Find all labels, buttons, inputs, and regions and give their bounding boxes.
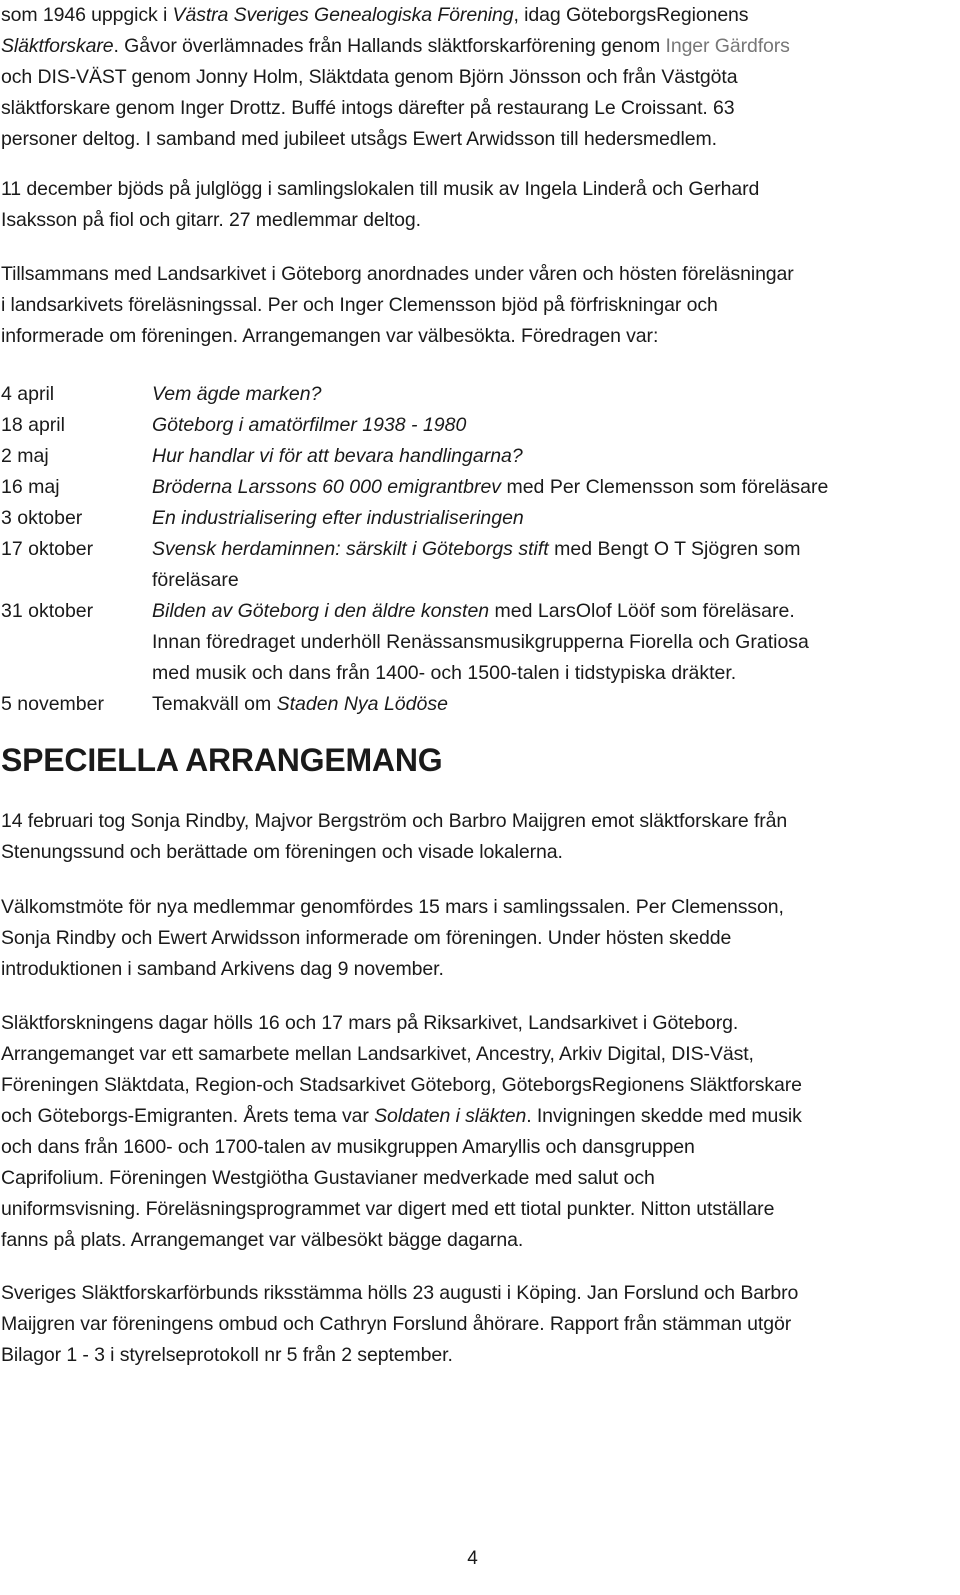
lecture-title: Bröderna Larssons 60 000 emigrantbrev med Per Clemensson som föreläsare [152, 476, 829, 498]
lecture-date: 17 oktober [1, 538, 94, 560]
lecture-title: Temakväll om Staden Nya Lödöse [152, 693, 448, 715]
list-item [1, 596, 956, 689]
intro-paragraph [1, 0, 956, 155]
intro-line-2: Släktforskare. Gåvor överlämnades från Hallands släktforskarförening genom Inger Gärdfors [1, 35, 790, 57]
welcome-paragraph: Välkomstmöte för nya medlemmar genomfördes 15 mars i samlingssalen. Per Clemensson, Sonja Rindby och Ewert Arwidsson informerade om föreningen. Under hösten skedde introduktionen i samband Arkivens dag 9 november. [1, 896, 784, 980]
lecture-title: Bilden av Göteborg i den äldre konsten med LarsOlof Lööf som föreläsare. Innan föredraget underhöll Renässansmusikgrupperna Fiorella och Gratiosa med musik och dans från 1400- och 1500-talen i tidstypiska dräkter. [152, 600, 809, 684]
lecture-list [1, 379, 956, 720]
list-item [1, 472, 956, 503]
lecture-title: Svensk herdaminnen: särskilt i Göteborgs stift med Bengt O T Sjögren som föreläsare [152, 538, 801, 591]
lecture-date: 18 april [1, 414, 65, 436]
intro-line-4: släktforskare genom Inger Drottz. Buffé intogs därefter på restaurang Le Croissant. 63 [1, 97, 735, 119]
lecture-date: 5 november [1, 693, 104, 715]
list-item [1, 379, 956, 410]
lecture-title: Vem ägde marken? [152, 383, 322, 405]
intro-line-1: som 1946 uppgick i Västra Sveriges Genealogiska Förening, idag GöteborgsRegionens [1, 4, 749, 26]
intro-line-5: personer deltog. I samband med jubileet utsågs Ewert Arwidsson till hedersmedlem. [1, 128, 717, 150]
lectures-intro-paragraph: Tillsammans med Landsarkivet i Göteborg anordnades under våren och hösten föreläsningar i landsarkivets föreläsningssal. Per och Inger Clemensson bjöd på förfriskningar och informerade om föreningen. Arrangemangen var välbesökta. Föredragen var: [1, 263, 794, 347]
lecture-title: Hur handlar vi för att bevara handlingarna? [152, 445, 523, 467]
lecture-title: En industrialisering efter industrialiseringen [152, 507, 524, 529]
riksstamma-paragraph: Sveriges Släktforskarförbunds riksstämma hölls 23 augusti i Köping. Jan Forslund och Barbro Maijgren var föreningens ombud och Cathryn Forslund åhörare. Rapport från stämman utgör Bilagor 1 - 3 i styrelseprotokoll nr 5 från 2 september. [1, 1282, 799, 1366]
intro-line-3: och DIS-VÄST genom Jonny Holm, Släktdata genom Björn Jönsson och från Västgöta [1, 66, 738, 88]
lecture-date: 4 april [1, 383, 55, 405]
list-item [1, 689, 956, 720]
lecture-date: 16 maj [1, 476, 60, 498]
list-item [1, 503, 956, 534]
list-item [1, 441, 956, 472]
genealogy-days-paragraph: Släktforskningens dagar hölls 16 och 17 mars på Riksarkivet, Landsarkivet i Göteborg. Arrangemanget var ett samarbete mellan Landsarkivet, Ancestry, Arkiv Digital, DIS-Väst, Föreningen Släktdata, Region-och Stadsarkivet Göteborg, GöteborgsRegionens Släktforskare och Göteborgs-Emigranten. Årets tema var Soldaten i släkten. Invigningen skedde med musik och dans från 1600- och 1700-talen av musikgruppen Amaryllis och dansgruppen Caprifolium. Föreningen Westgiötha Gustavianer medverkade med salut och uniformsvisning. Föreläsningsprogrammet var digert med ett tiotal punkter. Nitton utställare fanns på plats. Arrangemanget var välbesökt bägge dagarna. [1, 1012, 802, 1251]
lecture-date: 3 oktober [1, 507, 83, 529]
list-item [1, 410, 956, 441]
lecture-title: Göteborg i amatörfilmer 1938 - 1980 [152, 414, 467, 436]
visit-paragraph: 14 februari tog Sonja Rindby, Majvor Bergström och Barbro Maijgren emot släktforskare från Stenungssund och berättade om föreningen och visade lokalerna. [1, 810, 788, 863]
lecture-date: 2 maj [1, 445, 49, 467]
lecture-date: 31 oktober [1, 600, 94, 622]
list-item [1, 534, 956, 596]
julglogg-paragraph: 11 december bjöds på julglögg i samlingslokalen till musik av Ingela Linderå och Gerhard Isaksson på fiol och gitarr. 27 medlemmar deltog. [1, 178, 760, 231]
section-heading: SPECIELLA ARRANGEMANG [1, 742, 443, 778]
page-number: 4 [467, 1548, 478, 1569]
